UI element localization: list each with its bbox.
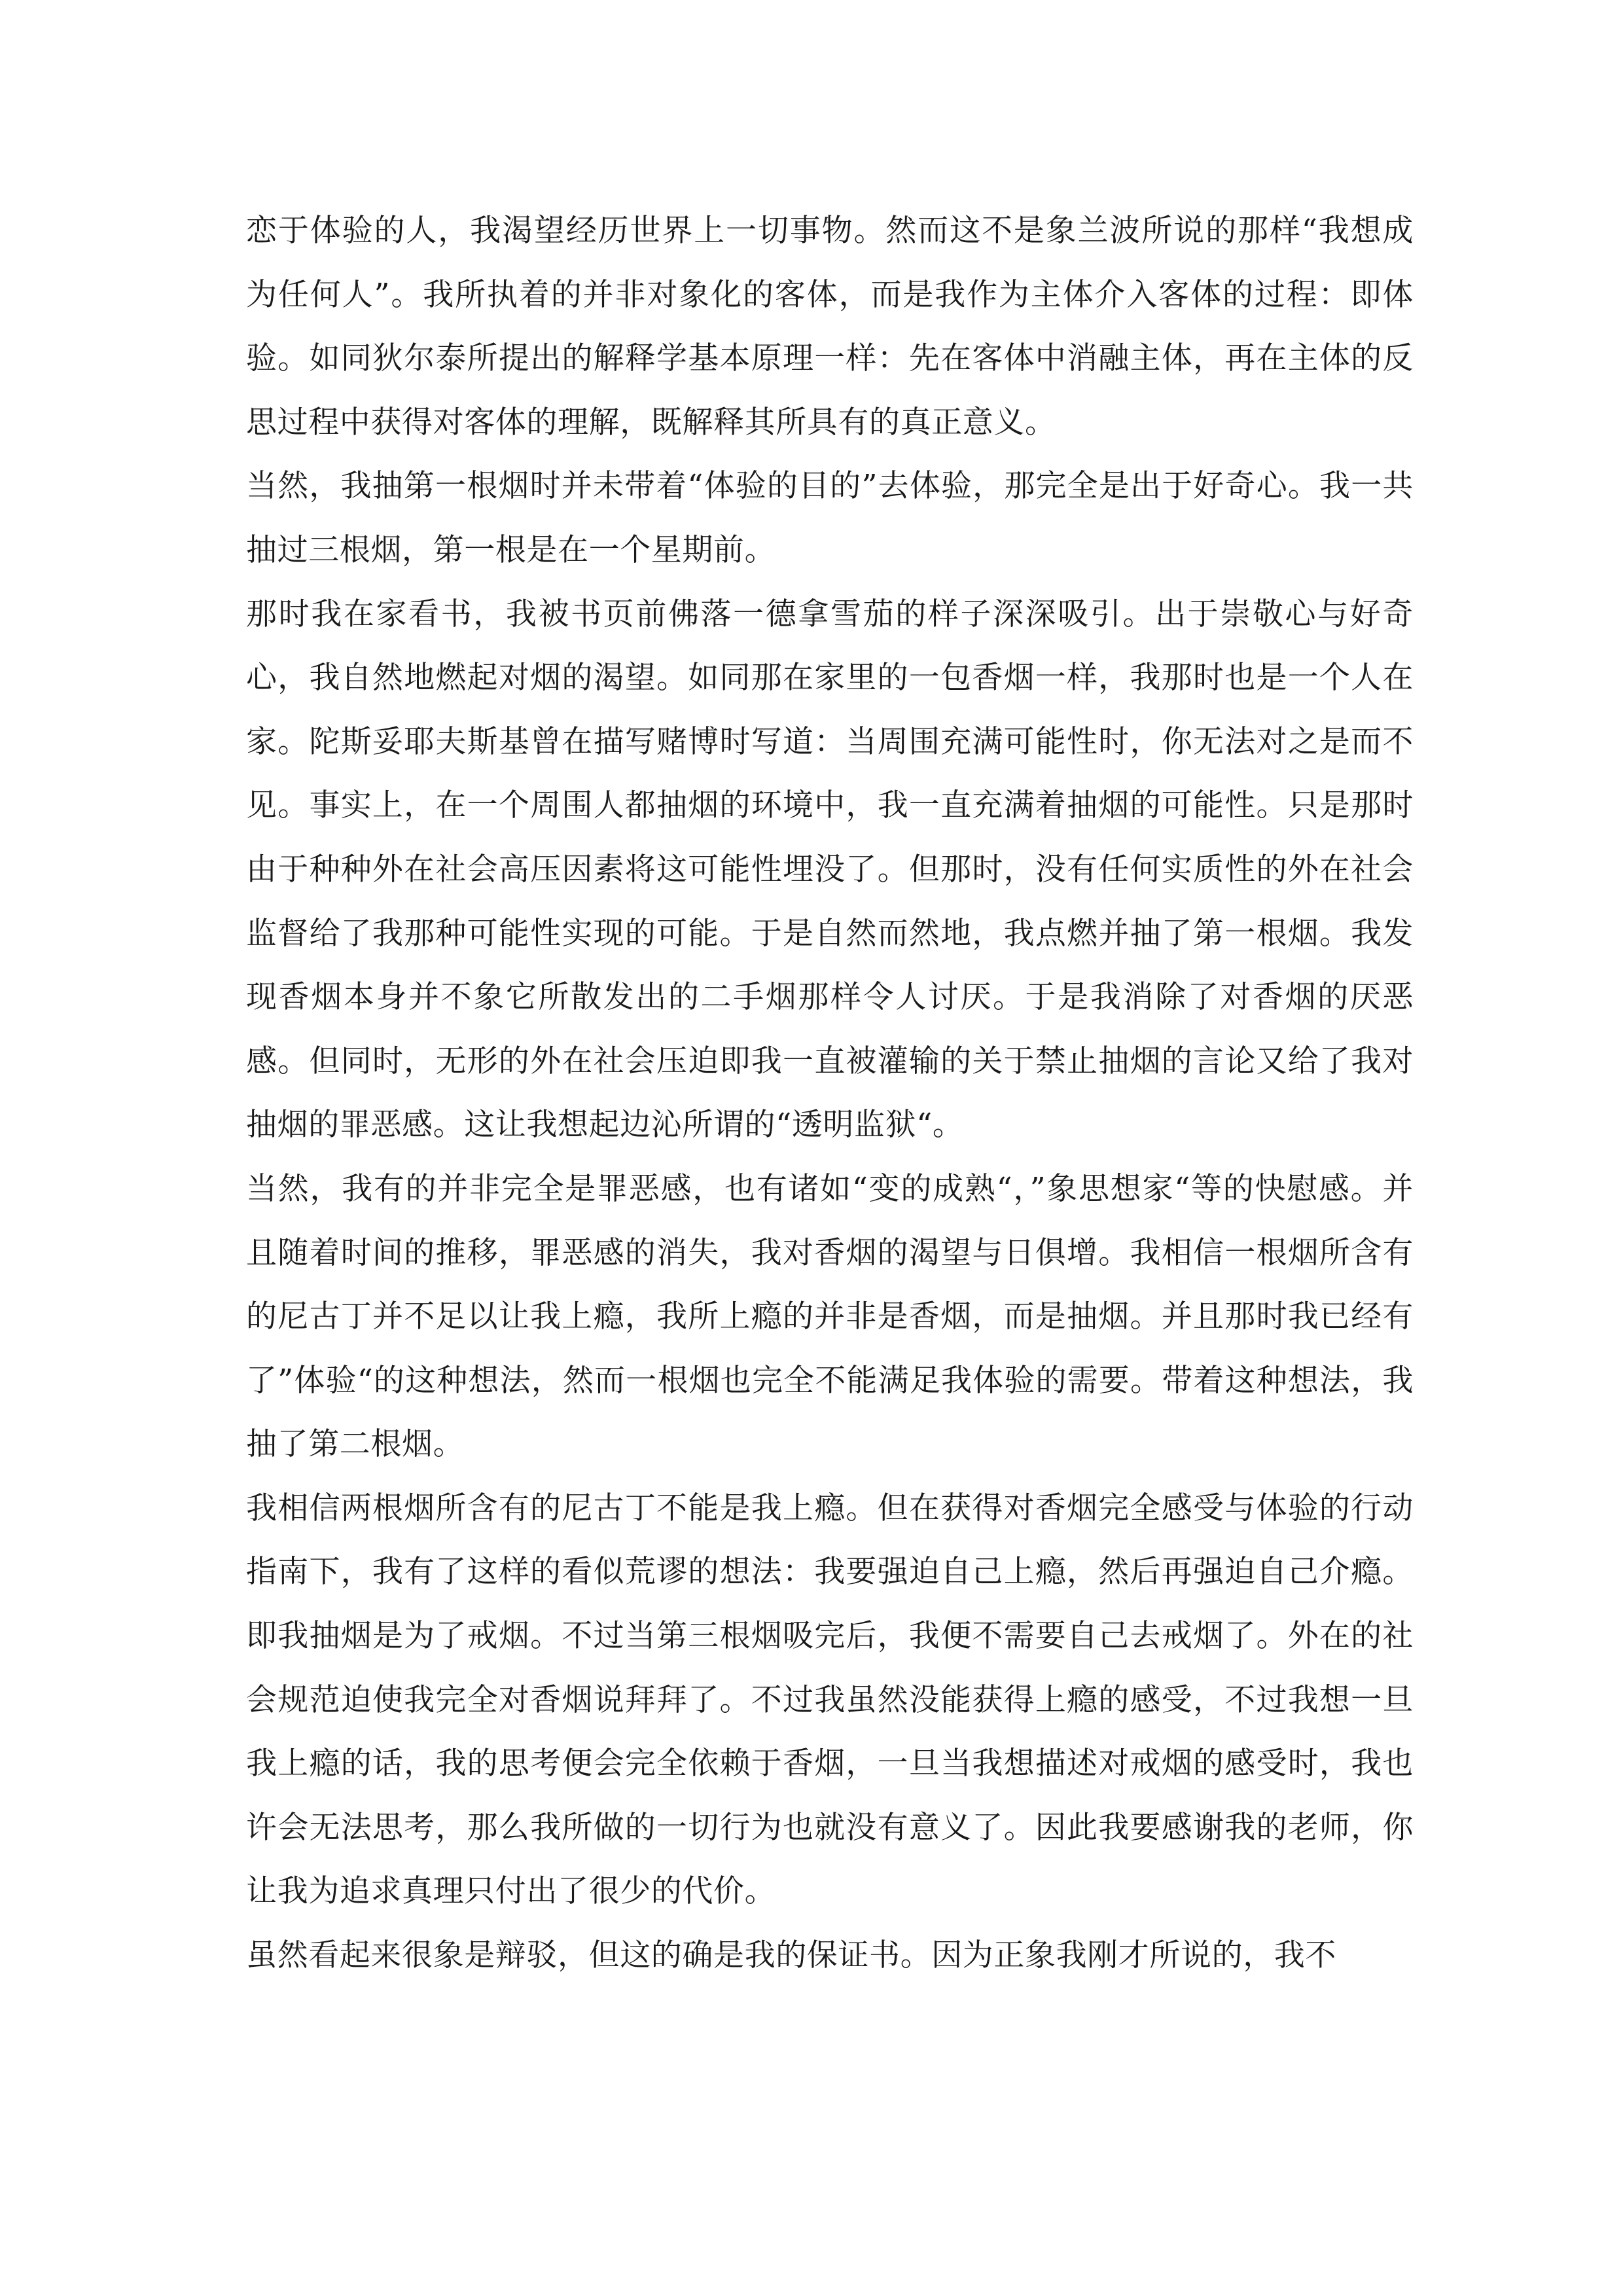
paragraph-5: 我相信两根烟所含有的尼古丁不能是我上瘾。但在获得对香烟完全感受与体验的行动指南下，我有了这样的看似荒谬的想法：我要强迫自己上瘾，然后再强迫自己介瘾。即我抽烟是为了戒烟。不过当第三根烟吸完后，我便不需要自己去戒烟了。外在的社会规范迫使我完全对香烟说拜拜了。不过我虽然没能获得上瘾的感受，不过我想一旦我上瘾的话，我的思考便会完全依赖于香烟，一旦当我想描述对戒烟的感受时，我也许会无法思考，那么我所做的一切行为也就没有意义了。因此我要感谢我的老师，你让我为追求真理只付出了很少的代价。 — [246, 1490, 1414, 1910]
paragraph-4: 当然，我有的并非完全是罪恶感，也有诸如“变的成熟“，”象思想家“等的快慰感。并且随着时间的推移，罪恶感的消失，我对香烟的渴望与日俱增。我相信一根烟所含有的尼古丁并不足以让我上瘾，我所上瘾的并非是香烟，而是抽烟。并且那时我已经有了”体验“的这种想法，然而一根烟也完全不能满足我体验的需要。带着这种想法，我抽了第二根烟。 — [246, 1170, 1414, 1463]
paragraph-3: 那时我在家看书，我被书页前佛落一德拿雪茄的样子深深吸引。出于崇敬心与好奇心，我自然地燃起对烟的渴望。如同那在家里的一包香烟一样，我那时也是一个人在家。陀斯妥耶夫斯基曾在描写赌博时写道：当周围充满可能性时，你无法对之是而不见。事实上，在一个周围人都抽烟的环境中，我一直充满着抽烟的可能性。只是那时由于种种外在社会高压因素将这可能性埋没了。但那时，没有任何实质性的外在社会监督给了我那种可能性实现的可能。于是自然而然地，我点燃并抽了第一根烟。我发现香烟本身并不象它所散发出的二手烟那样令人讨厌。于是我消除了对香烟的厌恶感。但同时，无形的外在社会压迫即我一直被灌输的关于禁止抽烟的言论又给了我对抽烟的罪恶感。这让我想起边沁所谓的“透明监狱“。 — [246, 596, 1414, 1143]
paragraph-2: 当然，我抽第一根烟时并未带着“体验的目的”去体验，那完全是出于好奇心。我一共抽过三根烟，第一根是在一个星期前。 — [246, 468, 1414, 568]
document-body — [246, 199, 1414, 1988]
paragraph-1: 恋于体验的人，我渴望经历世界上一切事物。然而这不是象兰波所说的那样“我想成为任何人”。我所执着的并非对象化的客体，而是我作为主体介入客体的过程：即体验。如同狄尔泰所提出的解释学基本原理一样：先在客体中消融主体，再在主体的反思过程中获得对客体的理解，既解释其所具有的真正意义。 — [246, 213, 1414, 440]
paragraph-6: 虽然看起来很象是辩驳，但这的确是我的保证书。因为正象我刚才所说的，我不 — [246, 1937, 1336, 1974]
